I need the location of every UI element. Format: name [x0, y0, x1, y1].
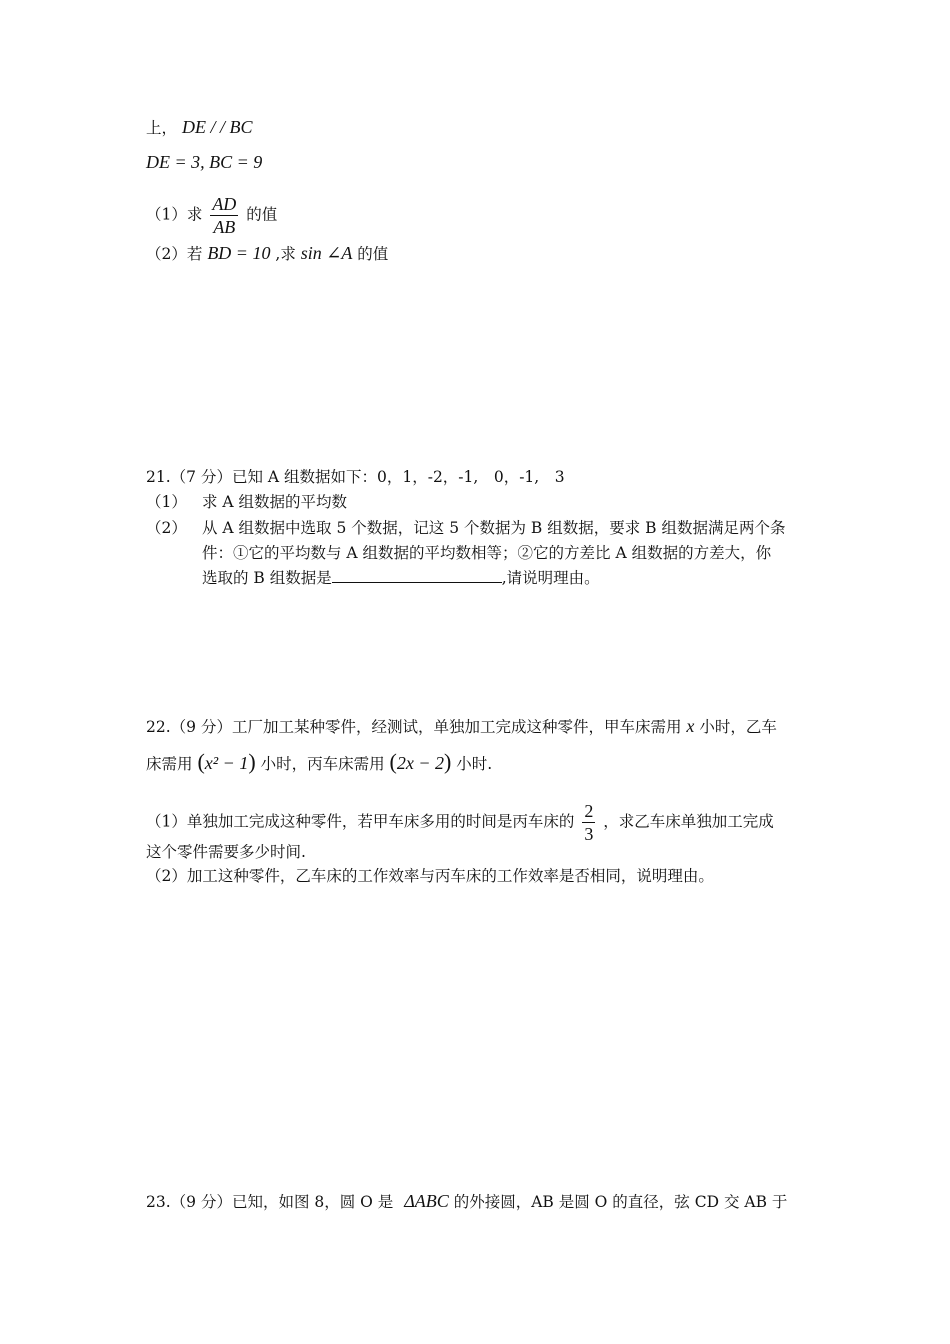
prev-line-1 [146, 117, 252, 138]
prev-part-2-math2: sin ∠A [300, 243, 353, 263]
fraction-two-thirds [582, 800, 595, 845]
left-paren: ( [197, 749, 205, 774]
prev-part-2-math: BD = 10 [207, 243, 271, 263]
prev-line-1-prefix: 上， [146, 119, 178, 137]
q22-line-2-suffix: 小时. [456, 755, 493, 773]
q22-expr-1: x² − 1 [204, 753, 249, 773]
q21-item-2-line-3 [202, 568, 600, 588]
q23-heading-prefix: 23.（9 分）已知，如图 8，圆 O 是 [146, 1193, 394, 1211]
prev-part-2-prefix: （2）若 [146, 245, 203, 263]
q22-part-2: （2）加工这种零件，乙车床的工作效率与丙车床的工作效率是否相同，说明理由。 [146, 867, 714, 885]
q21-item-1 [146, 492, 348, 512]
prev-part-1-suffix: 的值 [246, 205, 278, 224]
prev-line-1-math: DE / / BC [181, 117, 253, 137]
q22-heading [146, 716, 777, 737]
prev-part-1-prefix: （1）求 [146, 205, 203, 224]
prev-line-2-math: DE = 3, BC = 9 [146, 152, 263, 172]
q22-part-1-line-2: 这个零件需要多少时间. [146, 843, 306, 861]
prev-line-2 [146, 152, 262, 173]
q22-part-1 [146, 800, 774, 845]
q22-expr-2: 2x − 2 [396, 753, 445, 773]
q23-heading [146, 1191, 787, 1212]
q22-line-2-mid: 小时，丙车床需用 [260, 755, 385, 773]
q21-item-2-number: （2） [146, 519, 187, 537]
q21-item-2-line-3-prefix: 选取的 B 组数据是 [202, 569, 332, 587]
q23-heading-suffix: 的外接圆，AB 是圆 O 的直径，弦 CD 交 AB 于 [453, 1193, 788, 1211]
q21-item-2-line-3-suffix: ,请说明理由。 [501, 569, 600, 587]
q21-heading: 21.（7 分）已知 A 组数据如下：0，1，-2，-1, 0，-1, 3 [146, 468, 565, 486]
q22-heading-prefix: 22.（9 分）工厂加工某种零件，经测试，单独加工完成这种零件，甲车床需用 [146, 718, 682, 736]
answer-blank[interactable] [332, 568, 502, 583]
prev-part-2-mid: ,求 [275, 245, 296, 263]
prev-part-1 [146, 193, 277, 238]
q21-item-1-text: 求 A 组数据的平均数 [202, 493, 348, 511]
fraction-ad-ab [210, 193, 238, 238]
q22-heading-var: x [686, 716, 695, 736]
prev-part-2 [146, 243, 388, 264]
q23-heading-math: ΔABC [404, 1191, 449, 1211]
q22-part-1-prefix: （1）单独加工完成这种零件，若甲车床多用的时间是丙车床的 [146, 812, 575, 831]
fraction-numerator: AD [212, 194, 237, 214]
q22-line-2-prefix: 床需用 [146, 755, 193, 773]
fraction-numerator: 2 [584, 801, 594, 821]
q22-part-1-suffix: ，求乙车床单独加工完成 [603, 812, 774, 831]
q21-item-2 [146, 518, 187, 538]
q21-item-1-number: （1） [146, 493, 187, 511]
prev-part-2-suffix: 的值 [357, 245, 389, 263]
q21-item-2-line-1: 从 A 组数据中选取 5 个数据，记这 5 个数据为 B 组数据，要求 B 组数据满足两个条 [202, 519, 786, 537]
fraction-denominator: 3 [584, 824, 594, 844]
fraction-denominator: AB [213, 217, 236, 237]
right-paren: ) [444, 749, 452, 774]
q22-line-2 [146, 749, 493, 774]
q21-item-2-line-2: 件：①它的平均数与 A 组数据的平均数相等；②它的方差比 A 组数据的方差大，你 [202, 544, 772, 562]
q22-heading-suffix: 小时，乙车 [699, 718, 777, 736]
right-paren: ) [248, 749, 256, 774]
left-paren: ( [389, 749, 397, 774]
